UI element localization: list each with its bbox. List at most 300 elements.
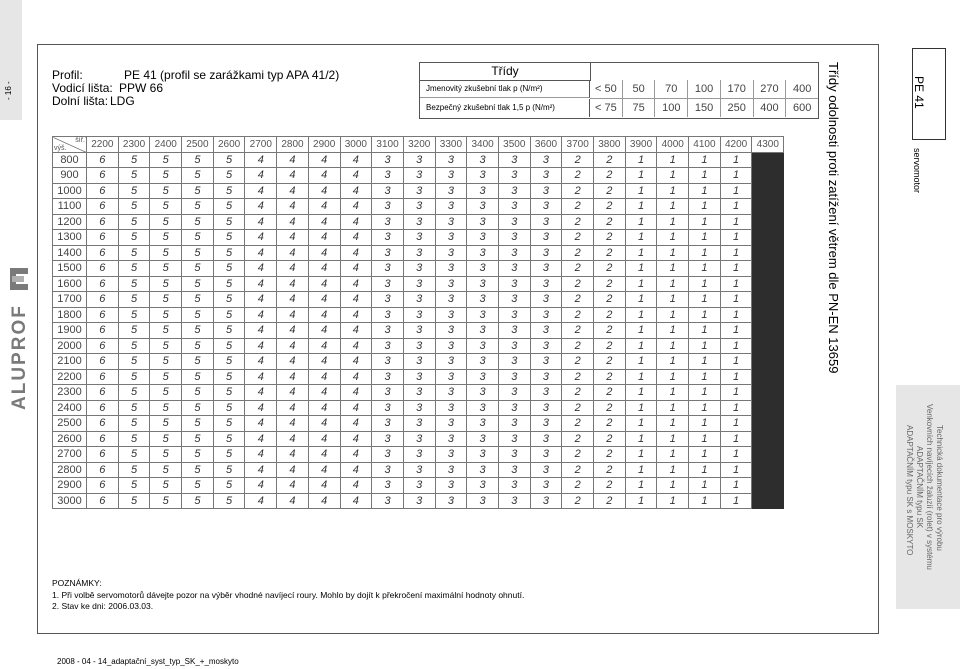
class-cell: 5 (118, 354, 150, 370)
class-cell: 4 (340, 323, 372, 339)
class-cell: 3 (498, 431, 530, 447)
class-cell: 3 (467, 385, 499, 401)
nominal-pressure-values (590, 80, 818, 99)
class-cell: 5 (118, 493, 150, 509)
table-row (53, 292, 784, 308)
class-cell: 3 (435, 323, 467, 339)
class-cell: 2 (562, 369, 594, 385)
class-cell: 3 (530, 261, 562, 277)
classes-cell: 250 (720, 99, 753, 117)
width-header: 2900 (308, 137, 340, 153)
class-cell: 1 (657, 292, 689, 308)
class-cell: 5 (213, 307, 245, 323)
class-cell: 4 (308, 276, 340, 292)
class-cell: 3 (498, 152, 530, 168)
class-cell: 4 (340, 245, 372, 261)
footer-filename: 2008 - 04 - 14_adaptační_syst_typ_SK_+_moskyto (57, 657, 239, 666)
height-label: 2000 (53, 338, 87, 354)
not-available-cell (752, 292, 784, 308)
width-header: 3000 (340, 137, 372, 153)
class-cell: 3 (530, 416, 562, 432)
class-cell: 4 (340, 369, 372, 385)
class-cell: 1 (625, 385, 657, 401)
class-cell: 4 (277, 493, 309, 509)
class-cell: 4 (277, 416, 309, 432)
class-cell: 4 (308, 354, 340, 370)
class-cell: 5 (150, 447, 182, 463)
class-cell: 3 (530, 199, 562, 215)
table-row (53, 230, 784, 246)
class-cell: 3 (435, 400, 467, 416)
not-available-cell (752, 245, 784, 261)
drive-type: servomotor (912, 148, 922, 194)
not-available-cell (752, 400, 784, 416)
table-row (53, 245, 784, 261)
class-cell: 3 (498, 214, 530, 230)
class-cell: 5 (150, 307, 182, 323)
not-available-cell (752, 431, 784, 447)
class-cell: 4 (245, 338, 277, 354)
class-cell: 2 (594, 245, 626, 261)
table-row (53, 168, 784, 184)
class-cell: 5 (118, 261, 150, 277)
class-cell: 3 (530, 323, 562, 339)
classes-cell: 150 (687, 99, 720, 117)
class-cell: 3 (403, 230, 435, 246)
class-cell: 5 (118, 276, 150, 292)
class-cell: 5 (150, 183, 182, 199)
width-header: 3800 (594, 137, 626, 153)
height-label: 1700 (53, 292, 87, 308)
class-cell: 6 (87, 493, 119, 509)
class-cell: 1 (720, 323, 752, 339)
class-cell: 3 (467, 214, 499, 230)
class-cell: 5 (150, 416, 182, 432)
class-cell: 5 (213, 230, 245, 246)
not-available-cell (752, 385, 784, 401)
class-cell: 5 (150, 462, 182, 478)
height-label: 2500 (53, 416, 87, 432)
class-cell: 6 (87, 245, 119, 261)
height-label: 800 (53, 152, 87, 168)
class-cell: 1 (625, 230, 657, 246)
class-cell: 1 (657, 354, 689, 370)
class-cell: 1 (657, 307, 689, 323)
class-cell: 1 (625, 369, 657, 385)
class-cell: 5 (118, 462, 150, 478)
class-cell: 1 (657, 338, 689, 354)
class-cell: 1 (625, 199, 657, 215)
guide-label: Vodicí lišta: (52, 81, 113, 95)
class-cell: 1 (657, 385, 689, 401)
not-available-cell (752, 214, 784, 230)
class-cell: 1 (625, 447, 657, 463)
class-cell: 1 (720, 369, 752, 385)
class-cell: 2 (594, 323, 626, 339)
class-cell: 3 (372, 261, 404, 277)
height-label: 1900 (53, 323, 87, 339)
class-cell: 6 (87, 400, 119, 416)
not-available-cell (752, 199, 784, 215)
class-cell: 1 (720, 168, 752, 184)
class-cell: 1 (720, 385, 752, 401)
class-cell: 3 (498, 183, 530, 199)
class-cell: 5 (213, 385, 245, 401)
class-cell: 5 (118, 230, 150, 246)
height-label: 1100 (53, 199, 87, 215)
class-cell: 3 (498, 400, 530, 416)
class-cell: 2 (562, 354, 594, 370)
class-cell: 4 (277, 447, 309, 463)
class-cell: 3 (435, 431, 467, 447)
class-cell: 4 (245, 369, 277, 385)
height-label: 2700 (53, 447, 87, 463)
class-cell: 4 (277, 338, 309, 354)
class-cell: 4 (277, 354, 309, 370)
class-cell: 5 (213, 338, 245, 354)
table-corner (53, 137, 87, 153)
class-cell: 4 (340, 447, 372, 463)
class-cell: 5 (150, 493, 182, 509)
class-cell: 2 (594, 168, 626, 184)
class-cell: 3 (403, 323, 435, 339)
class-cell: 3 (372, 323, 404, 339)
classes-cell: 400 (753, 99, 786, 117)
class-cell: 2 (594, 369, 626, 385)
class-cell: 5 (182, 276, 214, 292)
width-header: 3200 (403, 137, 435, 153)
width-header: 2800 (277, 137, 309, 153)
class-cell: 1 (625, 462, 657, 478)
class-cell: 1 (625, 400, 657, 416)
class-cell: 3 (372, 354, 404, 370)
class-cell: 3 (435, 493, 467, 509)
class-cell: 5 (213, 183, 245, 199)
class-cell: 2 (594, 493, 626, 509)
classes-cell: 270 (753, 80, 786, 98)
class-cell: 4 (277, 276, 309, 292)
class-cell: 5 (213, 152, 245, 168)
class-cell: 3 (403, 276, 435, 292)
not-available-cell (752, 354, 784, 370)
not-available-cell (752, 323, 784, 339)
class-cell: 3 (467, 338, 499, 354)
class-cell: 4 (340, 292, 372, 308)
class-cell: 3 (498, 323, 530, 339)
class-cell: 1 (720, 230, 752, 246)
class-cell: 1 (657, 493, 689, 509)
class-cell: 6 (87, 369, 119, 385)
class-cell: 4 (340, 214, 372, 230)
class-cell: 1 (720, 245, 752, 261)
class-cell: 3 (498, 292, 530, 308)
class-cell: 6 (87, 152, 119, 168)
class-cell: 5 (182, 230, 214, 246)
class-cell: 4 (277, 307, 309, 323)
class-cell: 3 (498, 261, 530, 277)
class-cell: 3 (530, 292, 562, 308)
class-cell: 1 (689, 447, 721, 463)
class-cell: 3 (498, 385, 530, 401)
class-cell: 1 (625, 292, 657, 308)
width-header: 2600 (213, 137, 245, 153)
class-cell: 2 (594, 230, 626, 246)
class-cell: 3 (467, 493, 499, 509)
class-cell: 1 (657, 214, 689, 230)
height-label: 1200 (53, 214, 87, 230)
class-cell: 4 (340, 276, 372, 292)
class-cell: 4 (245, 245, 277, 261)
class-cell: 1 (689, 307, 721, 323)
class-cell: 1 (689, 478, 721, 494)
class-cell: 2 (594, 276, 626, 292)
height-label: 1600 (53, 276, 87, 292)
class-cell: 4 (245, 323, 277, 339)
table-row (53, 462, 784, 478)
class-cell: 3 (435, 447, 467, 463)
classes-cell: 75 (622, 99, 655, 117)
class-cell: 5 (182, 416, 214, 432)
class-cell: 4 (245, 230, 277, 246)
class-cell: 4 (340, 199, 372, 215)
class-cell: 1 (689, 338, 721, 354)
width-header: 3100 (372, 137, 404, 153)
class-cell: 4 (340, 478, 372, 494)
class-cell: 1 (689, 245, 721, 261)
class-cell: 3 (435, 369, 467, 385)
class-cell: 2 (562, 400, 594, 416)
class-cell: 4 (340, 385, 372, 401)
table-row (53, 307, 784, 323)
class-cell: 1 (625, 493, 657, 509)
class-cell: 3 (530, 478, 562, 494)
not-available-cell (752, 152, 784, 168)
class-cell: 3 (498, 462, 530, 478)
class-cell: 2 (562, 338, 594, 354)
classes-title: Třídy (420, 63, 591, 81)
class-cell: 4 (340, 400, 372, 416)
class-cell: 3 (435, 245, 467, 261)
class-cell: 4 (245, 478, 277, 494)
class-cell: 4 (277, 431, 309, 447)
class-cell: 1 (625, 168, 657, 184)
table-row (53, 431, 784, 447)
doc-line-3: ADAPTAČNÍM typu SK (915, 446, 924, 529)
class-cell: 1 (689, 199, 721, 215)
class-cell: 4 (340, 307, 372, 323)
class-cell: 1 (720, 431, 752, 447)
class-cell: 3 (530, 447, 562, 463)
class-cell: 1 (657, 276, 689, 292)
class-cell: 5 (213, 214, 245, 230)
class-cell: 3 (435, 462, 467, 478)
class-cell: 3 (467, 447, 499, 463)
class-cell: 3 (435, 385, 467, 401)
class-cell: 3 (530, 493, 562, 509)
class-cell: 5 (150, 478, 182, 494)
class-cell: 3 (530, 183, 562, 199)
bottom-rail-label: Dolní lišta: (52, 94, 109, 108)
class-cell: 3 (467, 478, 499, 494)
class-cell: 3 (403, 447, 435, 463)
class-cell: 3 (403, 152, 435, 168)
width-header: 2700 (245, 137, 277, 153)
class-cell: 4 (308, 323, 340, 339)
class-cell: 6 (87, 183, 119, 199)
class-cell: 3 (467, 369, 499, 385)
class-cell: 2 (594, 431, 626, 447)
class-cell: 2 (594, 214, 626, 230)
class-cell: 6 (87, 462, 119, 478)
classes-cell: 100 (687, 80, 720, 98)
class-cell: 1 (657, 431, 689, 447)
class-cell: 5 (150, 385, 182, 401)
class-cell: 3 (498, 168, 530, 184)
class-cell: 5 (213, 431, 245, 447)
class-cell: 5 (213, 369, 245, 385)
class-cell: 3 (403, 261, 435, 277)
class-cell: 3 (530, 152, 562, 168)
class-cell: 1 (689, 323, 721, 339)
class-cell: 3 (403, 493, 435, 509)
class-cell: 2 (594, 183, 626, 199)
class-cell: 4 (277, 183, 309, 199)
class-cell: 5 (118, 338, 150, 354)
class-cell: 4 (277, 152, 309, 168)
page-edge-tab (0, 0, 22, 120)
class-cell: 1 (625, 152, 657, 168)
class-cell: 4 (308, 447, 340, 463)
class-cell: 4 (277, 214, 309, 230)
class-cell: 4 (277, 292, 309, 308)
width-header: 4200 (720, 137, 752, 153)
class-cell: 3 (403, 369, 435, 385)
class-cell: 1 (625, 183, 657, 199)
class-cell: 3 (372, 276, 404, 292)
class-cell: 3 (467, 199, 499, 215)
class-cell: 5 (118, 478, 150, 494)
class-cell: 3 (372, 338, 404, 354)
class-cell: 1 (689, 400, 721, 416)
class-cell: 3 (530, 369, 562, 385)
class-cell: 3 (435, 307, 467, 323)
class-cell: 5 (150, 292, 182, 308)
class-cell: 5 (150, 400, 182, 416)
width-header: 2400 (150, 137, 182, 153)
not-available-cell (752, 183, 784, 199)
width-header: 4300 (752, 137, 784, 153)
class-cell: 1 (625, 478, 657, 494)
class-cell: 1 (720, 152, 752, 168)
not-available-cell (752, 168, 784, 184)
height-label: 1000 (53, 183, 87, 199)
class-cell: 2 (562, 307, 594, 323)
class-cell: 4 (308, 416, 340, 432)
class-cell: 4 (308, 230, 340, 246)
class-cell: 4 (245, 199, 277, 215)
class-cell: 4 (245, 385, 277, 401)
class-cell: 3 (435, 354, 467, 370)
class-cell: 3 (530, 385, 562, 401)
class-cell: 5 (182, 261, 214, 277)
class-cell: 3 (467, 400, 499, 416)
height-label: 2100 (53, 354, 87, 370)
class-cell: 4 (308, 261, 340, 277)
class-cell: 3 (403, 462, 435, 478)
class-cell: 5 (118, 323, 150, 339)
class-cell: 2 (594, 478, 626, 494)
class-cell: 4 (245, 400, 277, 416)
class-cell: 4 (245, 416, 277, 432)
class-cell: 2 (562, 199, 594, 215)
class-cell: 5 (213, 447, 245, 463)
class-cell: 1 (689, 431, 721, 447)
notes-title: POZNÁMKY: (52, 578, 102, 588)
class-cell: 3 (403, 400, 435, 416)
class-cell: 1 (657, 447, 689, 463)
class-cell: 3 (498, 230, 530, 246)
class-cell: 5 (213, 354, 245, 370)
class-cell: 1 (720, 400, 752, 416)
class-cell: 4 (308, 245, 340, 261)
class-cell: 3 (372, 385, 404, 401)
class-cell: 3 (435, 338, 467, 354)
class-cell: 3 (435, 261, 467, 277)
width-header: 3500 (498, 137, 530, 153)
class-cell: 1 (689, 168, 721, 184)
class-cell: 3 (467, 354, 499, 370)
class-cell: 6 (87, 416, 119, 432)
class-cell: 5 (118, 400, 150, 416)
classes-cell: 170 (720, 80, 753, 98)
width-header: 2200 (87, 137, 119, 153)
brand-text: ALUPROF (9, 304, 30, 410)
class-cell: 3 (403, 338, 435, 354)
not-available-cell (752, 261, 784, 277)
class-cell: 1 (689, 276, 721, 292)
table-row (53, 338, 784, 354)
class-cell: 4 (277, 385, 309, 401)
class-cell: 3 (435, 478, 467, 494)
class-cell: 1 (720, 261, 752, 277)
class-cell: 6 (87, 338, 119, 354)
table-row (53, 354, 784, 370)
aluprof-logo (2, 262, 36, 412)
class-cell: 1 (720, 292, 752, 308)
table-row (53, 369, 784, 385)
class-cell: 6 (87, 385, 119, 401)
class-cell: 5 (182, 493, 214, 509)
class-cell: 3 (372, 462, 404, 478)
class-cell: 4 (340, 230, 372, 246)
class-cell: 1 (720, 199, 752, 215)
class-cell: 3 (498, 493, 530, 509)
class-cell: 1 (657, 261, 689, 277)
height-label: 1400 (53, 245, 87, 261)
class-cell: 4 (308, 168, 340, 184)
class-cell: 4 (340, 261, 372, 277)
class-cell: 3 (435, 276, 467, 292)
class-cell: 5 (118, 199, 150, 215)
class-cell: 4 (245, 168, 277, 184)
class-cell: 5 (182, 431, 214, 447)
class-cell: 3 (372, 307, 404, 323)
class-cell: 5 (182, 307, 214, 323)
class-cell: 3 (372, 168, 404, 184)
class-cell: 2 (562, 462, 594, 478)
class-cell: 4 (340, 493, 372, 509)
class-cell: 2 (594, 338, 626, 354)
